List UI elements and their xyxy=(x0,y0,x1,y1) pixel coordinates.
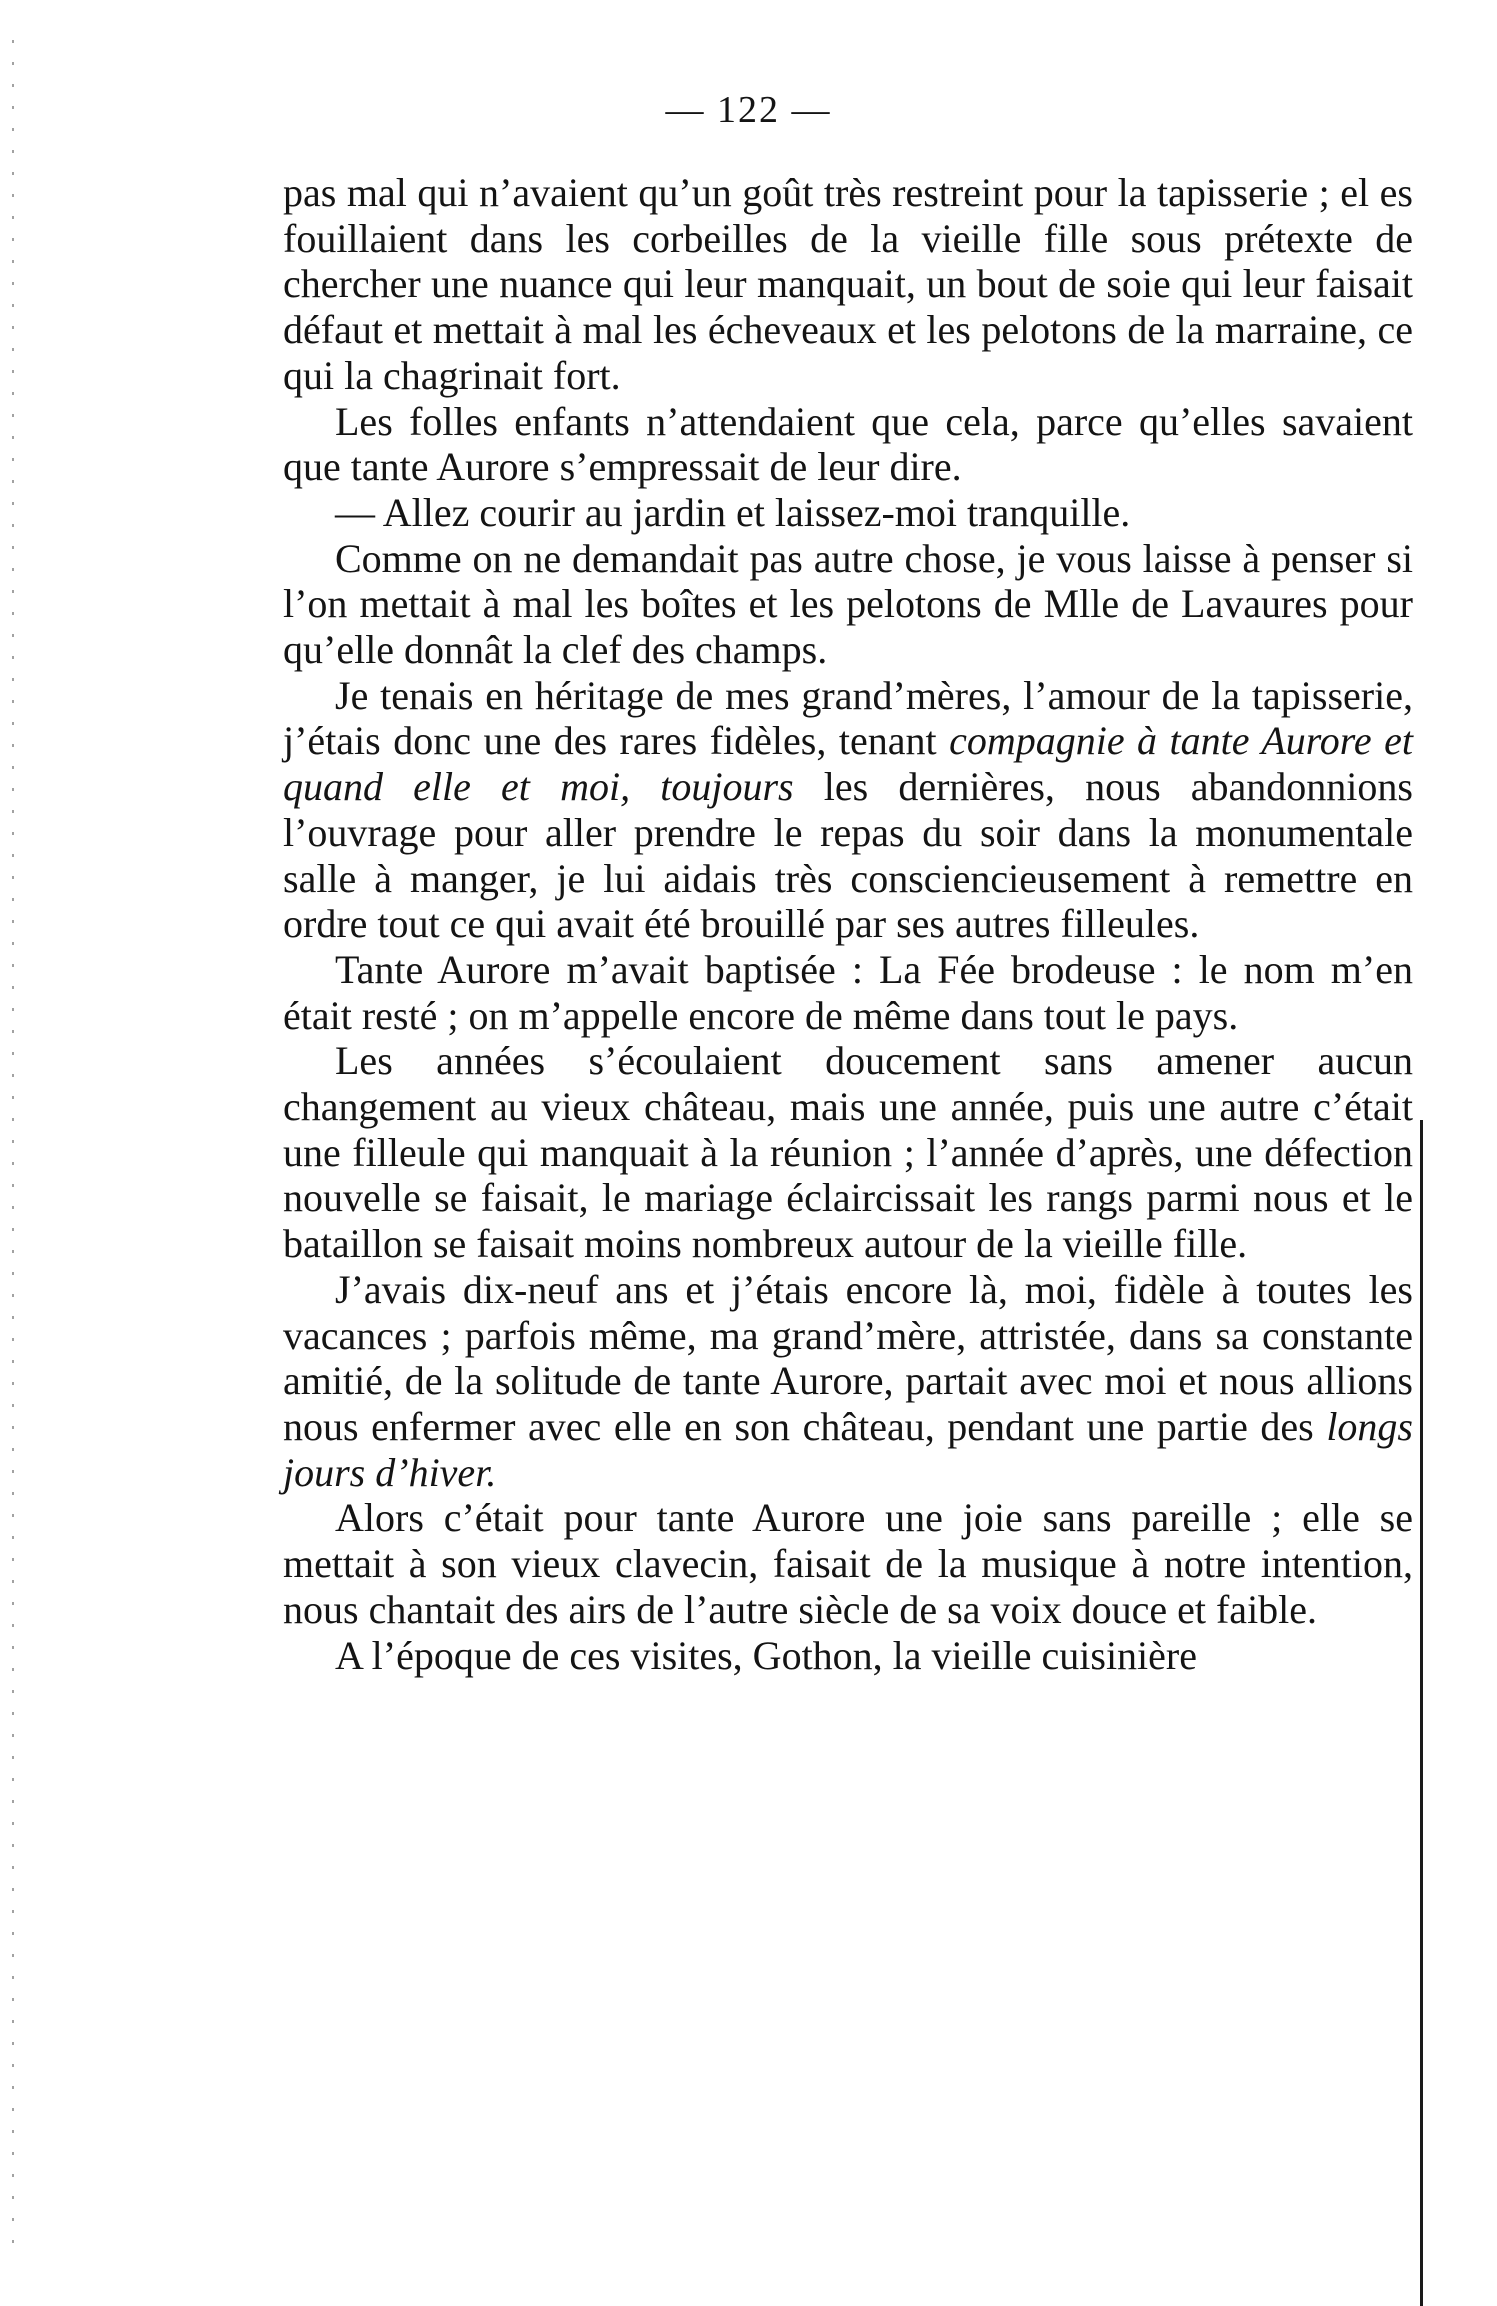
paragraph-8 xyxy=(283,1267,1413,1496)
paragraph-5-italic: compagnie à tante Aurore et quand elle et moi, toujours xyxy=(283,718,1414,810)
paragraph-4: Comme on ne demandait pas autre chose, je vous laisse à penser si l’on mettait à mal les boîtes et les pelotons de Mlle de Lavaures pour qu’elle donnât la clef des champs. xyxy=(283,535,1413,673)
paragraph-10: A l’époque de ces visites, Gothon, la vieille cuisinière xyxy=(335,1632,1197,1678)
paragraph-6: Tante Aurore m’avait baptisée : La Fée brodeuse : le nom m’en était resté ; on m’appelle encore de même dans tout le pays. xyxy=(283,946,1413,1038)
paragraph-2: Les folles enfants n’attendaient que cela, parce qu’elles savaient que tante Aurore s’empressait de leur dire. xyxy=(283,398,1413,490)
paragraph-5-roman: Je tenais en héritage de mes grand’mères, l’amour de la tapisserie, j’étais donc une des rares fidèles, tenant xyxy=(283,672,1413,764)
scan-margin-artifact xyxy=(8,40,22,2260)
paragraph-3: — Allez courir au jardin et laissez-moi tranquille. xyxy=(335,489,1131,535)
body-text xyxy=(283,170,1413,1678)
paragraph-9: Alors c’était pour tante Aurore une joie sans pareille ; elle se mettait à son vieux clavecin, faisait de la musique à notre intention, nous chantait des airs de l’autre siècle de sa voix douce et faible. xyxy=(283,1495,1413,1632)
paragraph-8-roman: J’avais dix-neuf ans et j’étais encore là, moi, fidèle à toutes les vacances ; parfois même, ma grand’mère, attristée, dans sa constante amitié, de la solitude de tante Aurore, partait avec moi et nous allions nous enfermer avec elle en son château, pendant une partie des xyxy=(283,1266,1413,1449)
paragraph-5-roman-end: les dernières, nous abandonnions l’ouvrage pour aller prendre le repas du soir dans la monumentale salle à manger, je lui aidais très consciencieusement à remettre en ordre tout ce qui avait été brouillé par ses autres filleules. xyxy=(283,764,1413,947)
paragraph-5 xyxy=(283,673,1413,947)
paragraph-1: pas mal qui n’avaient qu’un goût très restreint pour la tapisserie ; el es fouillaient dans les corbeilles de la vieille fille sous prétexte de chercher une nuance qui leur manquait, un bout de soie qui leur faisait défaut et mettait à mal les écheveaux et les pelotons de la marraine, ce qui la chagrinait fort. xyxy=(283,170,1413,398)
page-number: — 122 — xyxy=(665,89,832,131)
paragraph-8-italic: longs jours d’hiver. xyxy=(283,1403,1413,1495)
paragraph-7: Les années s’écoulaient doucement sans amener aucun changement au vieux château, mais une année, puis une autre c’était une filleule qui manquait à la réunion ; l’année d’après, une défection nouvelle se faisait, le mariage éclaircissait les rangs parmi nous et le bataillon se faisait moins nombreux autour de la vieille fille. xyxy=(283,1038,1413,1267)
binding-edge-line xyxy=(1420,1120,1423,2306)
